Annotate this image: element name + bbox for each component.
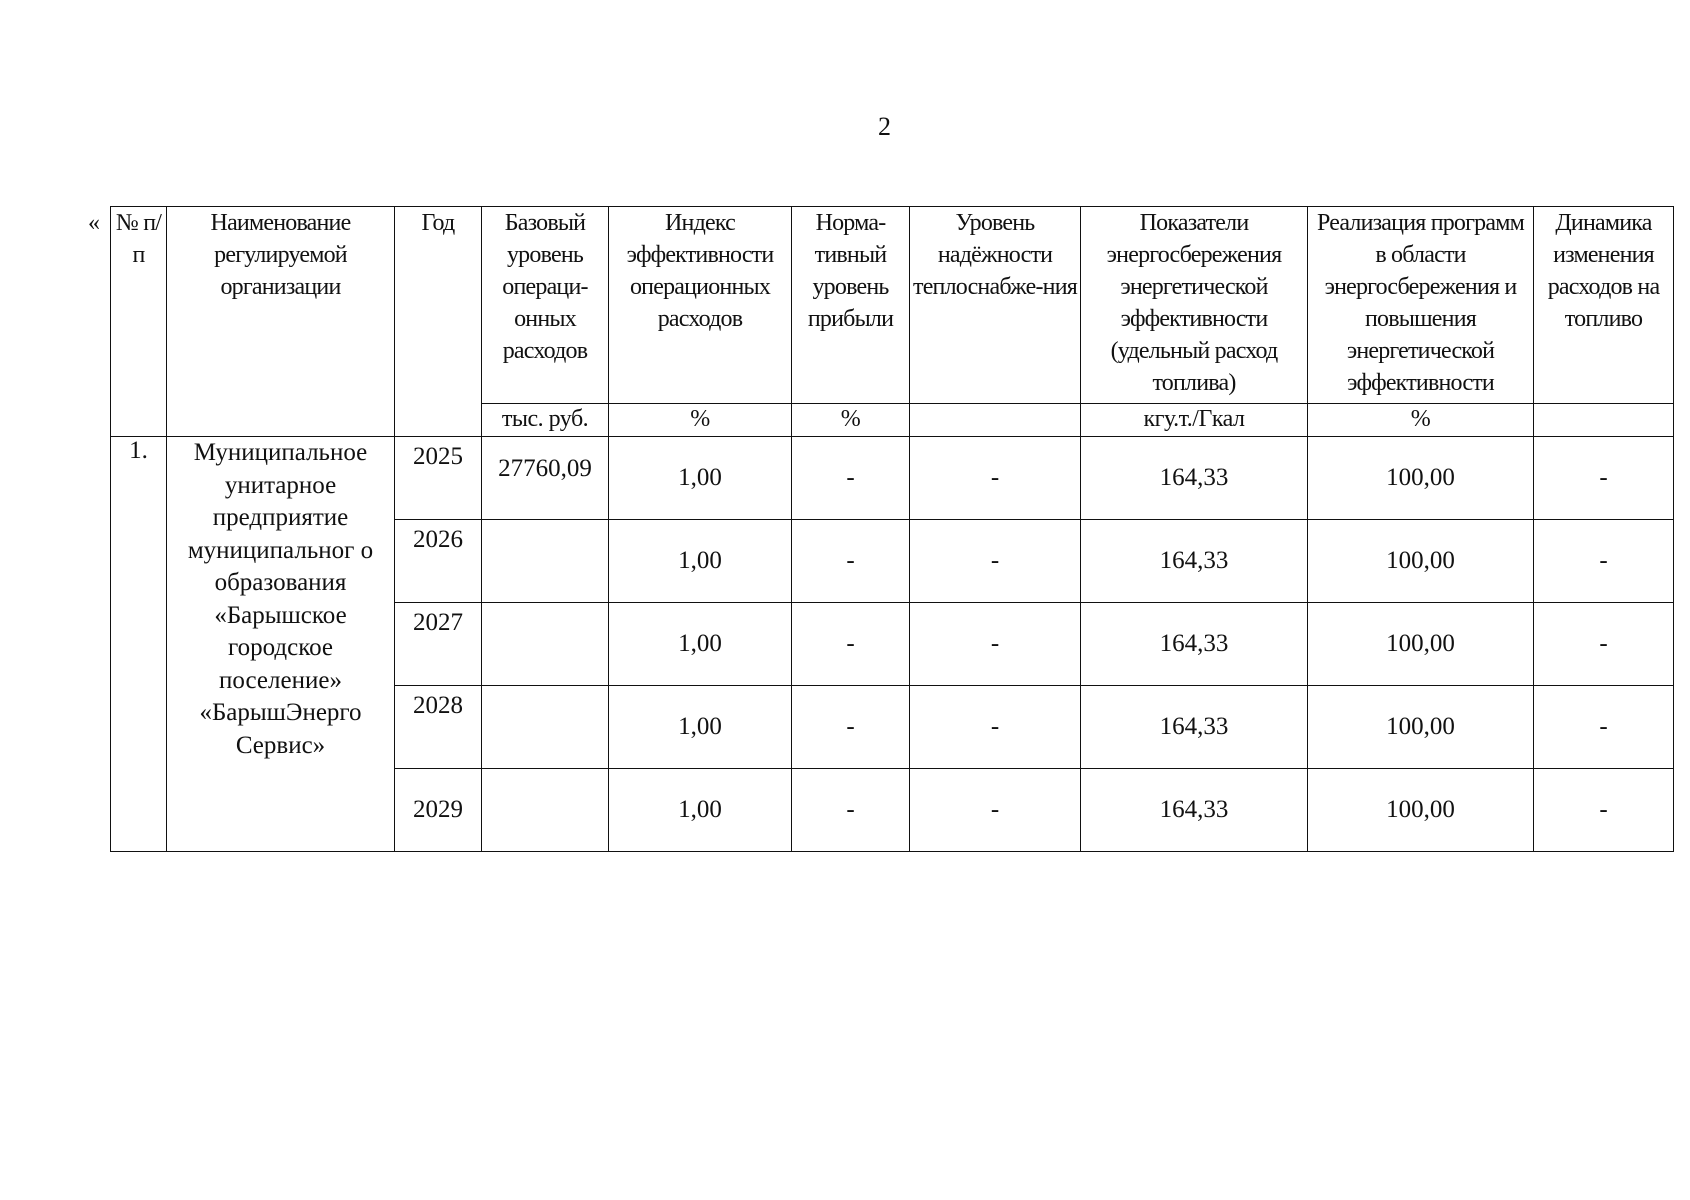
programs-cell: 100,00	[1308, 520, 1534, 603]
energy-cell: 164,33	[1081, 437, 1308, 520]
programs-cell: 100,00	[1308, 603, 1534, 686]
profit-cell: -	[792, 520, 910, 603]
year-cell: 2026	[395, 520, 482, 603]
reliability-cell: -	[910, 437, 1081, 520]
header-profit-level: Норма-тивный уровень прибыли	[792, 207, 910, 404]
year-cell: 2029	[395, 769, 482, 852]
header-year: Год	[395, 207, 482, 437]
reliability-cell: -	[910, 520, 1081, 603]
profit-cell: -	[792, 769, 910, 852]
profit-cell: -	[792, 603, 910, 686]
unit-cell: %	[1308, 404, 1534, 437]
unit-cell: тыс. руб.	[482, 404, 609, 437]
index-cell: 1,00	[609, 437, 792, 520]
unit-cell	[1534, 404, 1674, 437]
index-cell: 1,00	[609, 520, 792, 603]
tariff-table	[110, 206, 1674, 852]
header-programs: Реализация программ в области энергосбережения и повышения энергетической эффективности	[1308, 207, 1534, 404]
header-organization: Наименование регулируемой организации	[167, 207, 395, 437]
dynamics-cell: -	[1534, 769, 1674, 852]
energy-cell: 164,33	[1081, 603, 1308, 686]
header-row	[111, 207, 1674, 404]
energy-cell: 164,33	[1081, 686, 1308, 769]
header-reliability: Уровень надёжности теплоснабже-ния	[910, 207, 1081, 404]
page-number: 2	[878, 112, 891, 141]
base-level-cell: 27760,09	[482, 437, 609, 520]
base-level-cell	[482, 686, 609, 769]
year-cell: 2027	[395, 603, 482, 686]
dynamics-cell: -	[1534, 437, 1674, 520]
dynamics-cell: -	[1534, 603, 1674, 686]
dynamics-cell: -	[1534, 520, 1674, 603]
year-cell: 2028	[395, 686, 482, 769]
reliability-cell: -	[910, 769, 1081, 852]
organization-name: Муниципальное унитарное предприятие муниципальног о образования «Барышское городское поселение» «БарышЭнерго Сервис»	[167, 437, 395, 852]
programs-cell: 100,00	[1308, 686, 1534, 769]
unit-cell	[910, 404, 1081, 437]
header-number: № п/п	[111, 207, 167, 437]
programs-cell: 100,00	[1308, 437, 1534, 520]
base-level-cell	[482, 769, 609, 852]
profit-cell: -	[792, 437, 910, 520]
base-level-cell	[482, 520, 609, 603]
index-cell: 1,00	[609, 603, 792, 686]
table-row	[111, 437, 1674, 520]
opening-quote: «	[88, 210, 100, 236]
dynamics-cell: -	[1534, 686, 1674, 769]
unit-cell: %	[792, 404, 910, 437]
header-fuel-dynamics: Динамика изменения расходов на топливо	[1534, 207, 1674, 404]
reliability-cell: -	[910, 686, 1081, 769]
index-cell: 1,00	[609, 769, 792, 852]
energy-cell: 164,33	[1081, 769, 1308, 852]
profit-cell: -	[792, 686, 910, 769]
header-base-level: Базовый уровень операци-онных расходов	[482, 207, 609, 404]
year-cell: 2025	[395, 437, 482, 520]
base-level-cell	[482, 603, 609, 686]
index-cell: 1,00	[609, 686, 792, 769]
header-efficiency-index: Индекс эффективности операционных расходов	[609, 207, 792, 404]
programs-cell: 100,00	[1308, 769, 1534, 852]
header-energy-indicators: Показатели энергосбережения энергетической эффективности (удельный расход топлива)	[1081, 207, 1308, 404]
unit-cell: кгу.т./Гкал	[1081, 404, 1308, 437]
unit-cell: %	[609, 404, 792, 437]
reliability-cell: -	[910, 603, 1081, 686]
energy-cell: 164,33	[1081, 520, 1308, 603]
row-number: 1.	[111, 437, 167, 852]
